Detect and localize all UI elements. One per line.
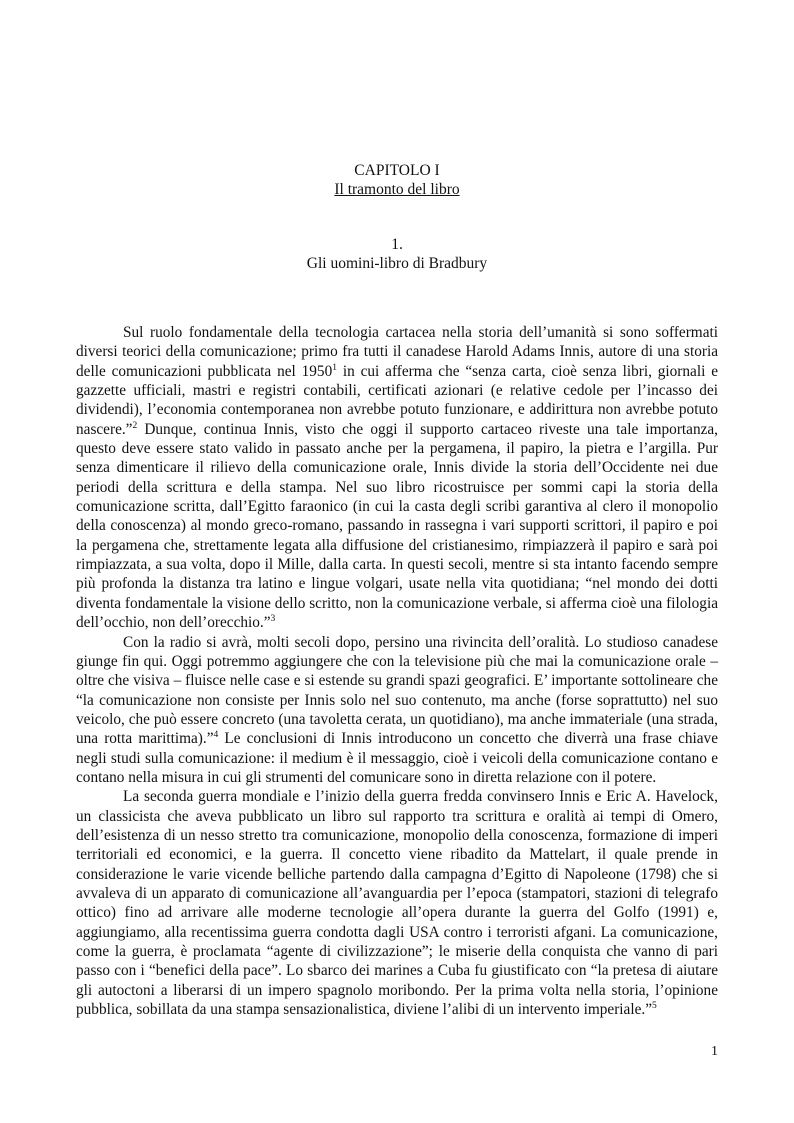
paragraph-2: [76, 633, 718, 788]
text-run: in cui afferma che “senza carta, cioè senza libri, giornali e gazzette ufficiali, mastri e registri contabili, certificati azionari (e relative cedole per l’incasso dei dividendi), l’economia contemporanea non avrebbe potuto funzionare, e addirittura non avrebbe potuto nascere.”: [76, 362, 718, 438]
text-run: Sul ruolo fondamentale della tecnologia cartacea nella storia dell’umanità si sono soffermati diversi teorici della comunicazione; primo fra tutti il canadese Harold Adams Innis, autore di una storia delle comunicazioni pubblicata nel 1950: [76, 324, 718, 380]
section-number: 1.: [391, 236, 403, 253]
footnote-ref[interactable]: 3: [270, 614, 276, 625]
paragraph-1: [76, 323, 718, 633]
chapter-label: CAPITOLO I: [354, 162, 440, 179]
body-text: [76, 323, 718, 1019]
section-title: Gli uomini-libro di Bradbury: [306, 255, 488, 272]
paragraph-3: [76, 787, 718, 1019]
footnote-ref[interactable]: 5: [652, 1001, 657, 1012]
footnote-ref[interactable]: 2: [132, 420, 138, 431]
footnote-ref[interactable]: 1: [332, 362, 337, 373]
text-run: Le conclusioni di Innis introducono un concetto che diverrà una frase chiave negli studi sulla comunicazione: il medium è il messaggio, cioè i veicoli della comunicazione contano e contano nella misura in cui gli strumenti del comunicare sono in diretta relazione con il potere.: [76, 730, 718, 786]
page-number: 1: [711, 1044, 718, 1059]
text-run: Dunque, continua Innis, visto che oggi il supporto cartaceo riveste una tale importanza, questo deve essere stato valido in passato anche per la pergamena, il papiro, la pietra e l’argilla. Pur senza dimenticare il rilievo della comunicazione orale, Innis divide la storia dell’Occidente nei due periodi della scrittura e della stampa. Nel suo libro ricostruisce per sommi capi la storia della comunicazione scritta, dall’Egitto faraonico (in cui la casta degli scribi garantiva al clero il monopolio della conoscenza) al mondo greco-romano, passando in rassegna i vari supporti scrittori, il papiro e poi la pergamena che, strettamente legata alla diffusione del cristianesimo, rimpiazzerà il papiro e sarà poi rimpiazzata, a sua volta, dopo il Mille, dalla carta. In questi secoli, mentre si sta intanto facendo sempre più profonda la distanza tra latino e lingue volgari, usate nella vita quotidiana; “nel mondo dei dotti diventa fondamentale la visione dello scritto, non la comunicazione verbale, si afferma cioè una filologia dell’occhio, non dell’orecchio.”: [76, 420, 718, 632]
text-run: La seconda guerra mondiale e l’inizio della guerra fredda convinsero Innis e Eric A. Havelock, un classicista che aveva pubblicato un libro sul rapporto tra scrittura e oralità ai tempi di Omero, dell’esistenza di un nesso stretto tra comunicazione, monopolio della conoscenza, formazione di imperi territoriali ed economici, e la guerra. Il concetto viene ribadito da Mattelart, il quale prende in considerazione le varie vicende belliche partendo dalla campagna d’Egitto di Napoleone (1798) che si avvaleva di un apparato di comunicazione all’avanguardia per l’epoca (stampatori, stazioni di telegrafo ottico) fino ad arrivare alle moderne tecnologie all’opera durante la guerra del Golfo (1991) e, aggiungiamo, alla recentissima guerra condotta dagli USA contro i terroristi afgani. La comunicazione, come la guerra, è proclamata “agente di civilizzazione”; le miserie della conquista che vanno di pari passo con i “benefici della pace”. Lo sbarco dei marines a Cuba fu giustificato con “la pretesa di aiutare gli autoctoni a liberarsi di un impero spagnolo moribondo. Per la prima volta nella storia, l’opinione pubblica, sobillata da una stampa sensazionalistica, diviene l’alibi di un intervento imperiale.”: [76, 788, 718, 1019]
chapter-title: Il tramonto del libro: [334, 181, 460, 198]
text-run: Con la radio si avrà, molti secoli dopo, persino una rivincita dell’oralità. Lo studioso canadese giunge fin qui. Oggi potremmo aggiungere che con la televisione più che mai la comunicazione orale – oltre che visiva – fluisce nelle case e si estende su grandi spazi geografici. E’ importante sottolineare che “la comunicazione non consiste per Innis solo nel suo contenuto, ma anche (forse soprattutto) nel suo veicolo, che può essere concreto (una tavoletta cerata, un quotidiano), ma anche immateriale (una strada, una rotta marittima).”: [76, 633, 718, 748]
footnote-ref[interactable]: 4: [213, 730, 219, 741]
